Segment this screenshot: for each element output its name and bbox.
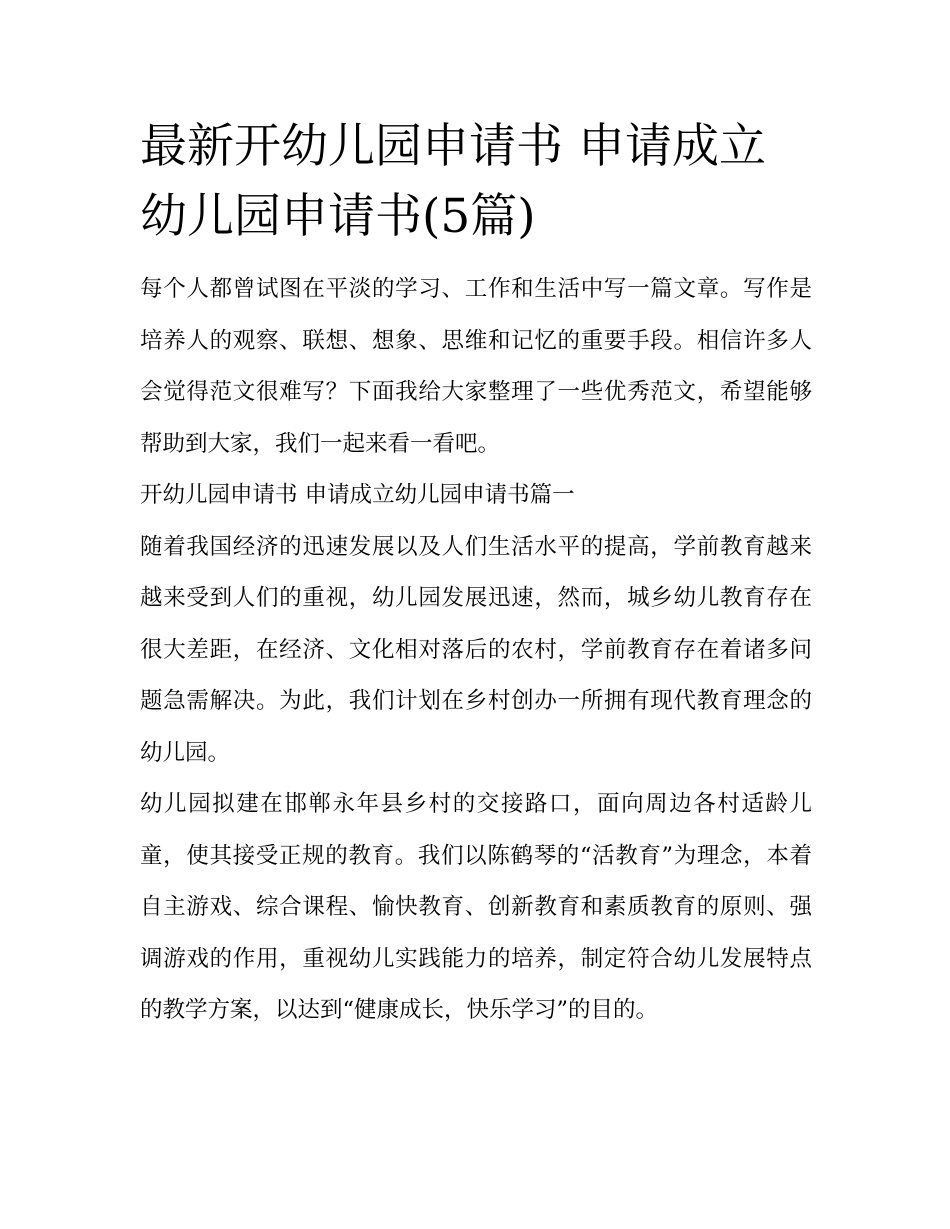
body-paragraph: 幼儿园拟建在邯郸永年县乡村的交接路口，面向周边各村适龄儿童，使其接受正规的教育。我们以陈鹤琴的“活教育”为理念，本着自主游戏、综合课程、愉快教育、创新教育和素质教育的原则、强调游戏的作用，重视幼儿实践能力的培养，制定符合幼儿发展特点的教学方案，以达到“健康成长，快乐学习”的目的。 xyxy=(140,791,812,1023)
document-title: 最新开幼儿园申请书 申请成立幼儿园申请书(5篇) xyxy=(140,119,766,244)
section-heading: 开幼儿园申请书 申请成立幼儿园申请书篇一 xyxy=(140,482,575,508)
body-paragraph: 随着我国经济的迅速发展以及人们生活水平的提高，学前教育越来越来受到人们的重视，幼儿园发展迅速，然而，城乡幼儿教育存在很大差距，在经济、文化相对落后的农村，学前教育存在着诸多问题急需解决。为此，我们计划在乡村创办一所拥有现代教育理念的幼儿园。 xyxy=(140,533,812,766)
intro-paragraph: 每个人都曾试图在平淡的学习、工作和生活中写一篇文章。写作是培养人的观察、联想、想象、思维和记忆的重要手段。相信许多人会觉得范文很难写？下面我给大家整理了一些优秀范文，希望能够帮助到大家，我们一起来看一看吧。 xyxy=(140,276,812,457)
document-body xyxy=(140,112,812,1037)
